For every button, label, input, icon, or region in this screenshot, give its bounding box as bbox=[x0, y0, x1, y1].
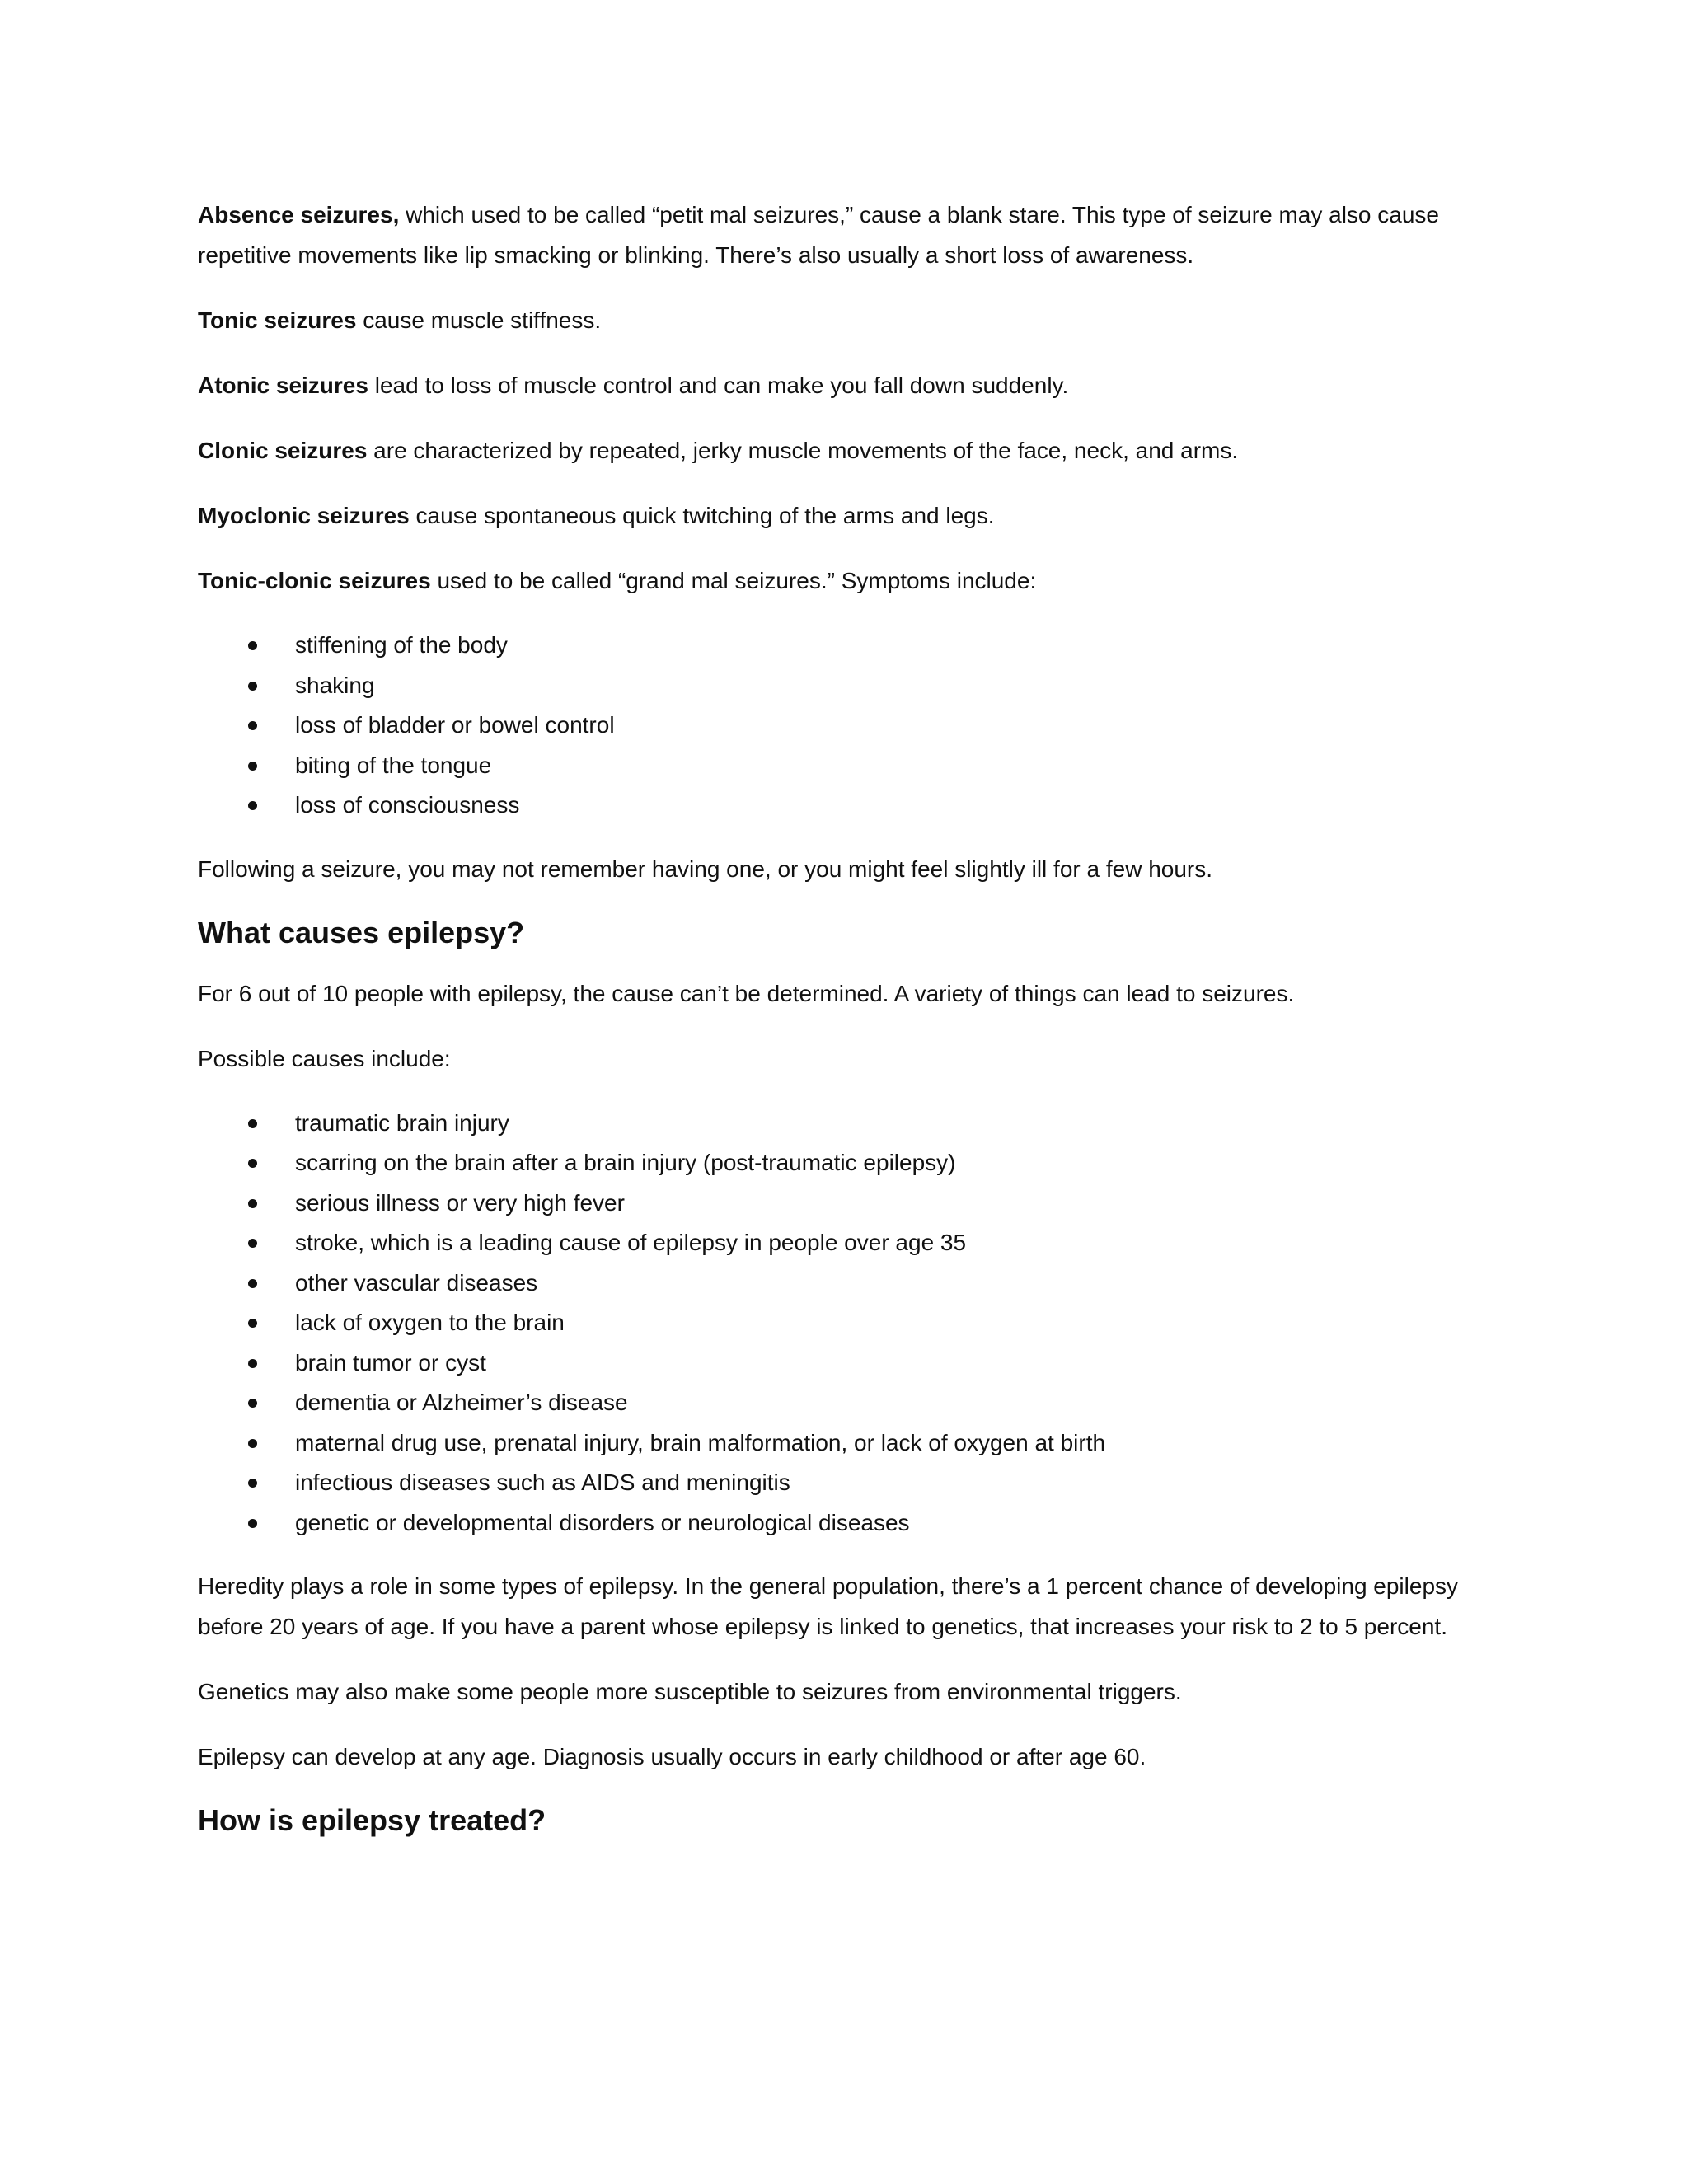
myoclonic-seizures-text: cause spontaneous quick twitching of the arms and legs. bbox=[409, 503, 995, 528]
bullet-icon bbox=[248, 1159, 257, 1168]
tonic-clonic-seizures-paragraph bbox=[198, 560, 1492, 601]
tonic-clonic-seizures-term: Tonic-clonic seizures bbox=[198, 568, 431, 593]
tonic-seizures-text: cause muscle stiffness. bbox=[356, 307, 602, 333]
symptoms-list bbox=[198, 626, 1492, 826]
list-item: biting of the tongue bbox=[198, 746, 1492, 786]
heredity-paragraph: Heredity plays a role in some types of epilepsy. In the general population, there’s a 1 percent chance of developing epilepsy before 20 years of age. If you have a parent whose epilepsy is linked to genetics, that increases your risk to 2 to 5 percent. bbox=[198, 1573, 1459, 1639]
treatment-heading: How is epilepsy treated? bbox=[198, 1803, 546, 1837]
list-item: brain tumor or cyst bbox=[198, 1343, 1492, 1384]
absence-seizures-text: which used to be called “petit mal seizures,” cause a blank stare. This type of seizure may also cause repetitive movements like lip smacking or blinking. There’s also usually a short loss of awareness. bbox=[198, 202, 1439, 268]
list-item: maternal drug use, prenatal injury, brain malformation, or lack of oxygen at birth bbox=[198, 1423, 1492, 1464]
bullet-icon bbox=[248, 1199, 257, 1208]
clonic-seizures-term: Clonic seizures bbox=[198, 438, 368, 463]
list-item: shaking bbox=[198, 666, 1492, 706]
list-item: serious illness or very high fever bbox=[198, 1183, 1492, 1224]
bullet-icon bbox=[248, 1399, 257, 1408]
myoclonic-seizures-term: Myoclonic seizures bbox=[198, 503, 410, 528]
genetics-paragraph: Genetics may also make some people more susceptible to seizures from environmental triggers. bbox=[198, 1679, 1182, 1704]
bullet-icon bbox=[248, 641, 257, 650]
bullet-icon bbox=[248, 1519, 257, 1528]
bullet-icon bbox=[248, 1279, 257, 1288]
myoclonic-seizures-paragraph bbox=[198, 495, 1492, 536]
bullet-icon bbox=[248, 1319, 257, 1328]
bullet-icon bbox=[248, 682, 257, 691]
bullet-icon bbox=[248, 762, 257, 771]
list-item: loss of consciousness bbox=[198, 785, 1492, 826]
possible-causes-label: Possible causes include: bbox=[198, 1045, 451, 1071]
bullet-icon bbox=[248, 1359, 257, 1368]
causes-intro-paragraph: For 6 out of 10 people with epilepsy, the cause can’t be determined. A variety of things can lead to seizures. bbox=[198, 980, 1295, 1006]
causes-list bbox=[198, 1104, 1492, 1544]
age-paragraph: Epilepsy can develop at any age. Diagnosis usually occurs in early childhood or after age 60. bbox=[198, 1744, 1146, 1769]
document-page bbox=[198, 194, 1492, 1861]
list-item: dementia or Alzheimer’s disease bbox=[198, 1383, 1492, 1423]
list-item: stroke, which is a leading cause of epilepsy in people over age 35 bbox=[198, 1223, 1492, 1263]
list-item: infectious diseases such as AIDS and meningitis bbox=[198, 1463, 1492, 1503]
tonic-clonic-seizures-text: used to be called “grand mal seizures.” Symptoms include: bbox=[430, 568, 1037, 593]
bullet-icon bbox=[248, 801, 257, 810]
following-seizure-paragraph: Following a seizure, you may not remember having one, or you might feel slightly ill for a few hours. bbox=[198, 855, 1213, 882]
atonic-seizures-term: Atonic seizures bbox=[198, 373, 368, 398]
bullet-icon bbox=[248, 1479, 257, 1488]
atonic-seizures-paragraph bbox=[198, 365, 1492, 405]
clonic-seizures-paragraph bbox=[198, 430, 1492, 471]
causes-heading: What causes epilepsy? bbox=[198, 915, 525, 949]
bullet-icon bbox=[248, 1239, 257, 1248]
list-item: genetic or developmental disorders or neurological diseases bbox=[198, 1503, 1492, 1544]
clonic-seizures-text: are characterized by repeated, jerky muscle movements of the face, neck, and arms. bbox=[367, 438, 1239, 463]
bullet-icon bbox=[248, 721, 257, 730]
list-item: lack of oxygen to the brain bbox=[198, 1303, 1492, 1343]
list-item: stiffening of the body bbox=[198, 626, 1492, 666]
bullet-icon bbox=[248, 1119, 257, 1128]
list-item: traumatic brain injury bbox=[198, 1104, 1492, 1144]
tonic-seizures-term: Tonic seizures bbox=[198, 307, 357, 333]
list-item: loss of bladder or bowel control bbox=[198, 705, 1492, 746]
atonic-seizures-text: lead to loss of muscle control and can make you fall down suddenly. bbox=[368, 373, 1069, 398]
tonic-seizures-paragraph bbox=[198, 300, 1492, 340]
absence-seizures-term: Absence seizures, bbox=[198, 202, 400, 227]
absence-seizures-paragraph bbox=[198, 194, 1492, 275]
list-item: other vascular diseases bbox=[198, 1263, 1492, 1304]
list-item: scarring on the brain after a brain injury (post-traumatic epilepsy) bbox=[198, 1143, 1492, 1183]
bullet-icon bbox=[248, 1439, 257, 1448]
